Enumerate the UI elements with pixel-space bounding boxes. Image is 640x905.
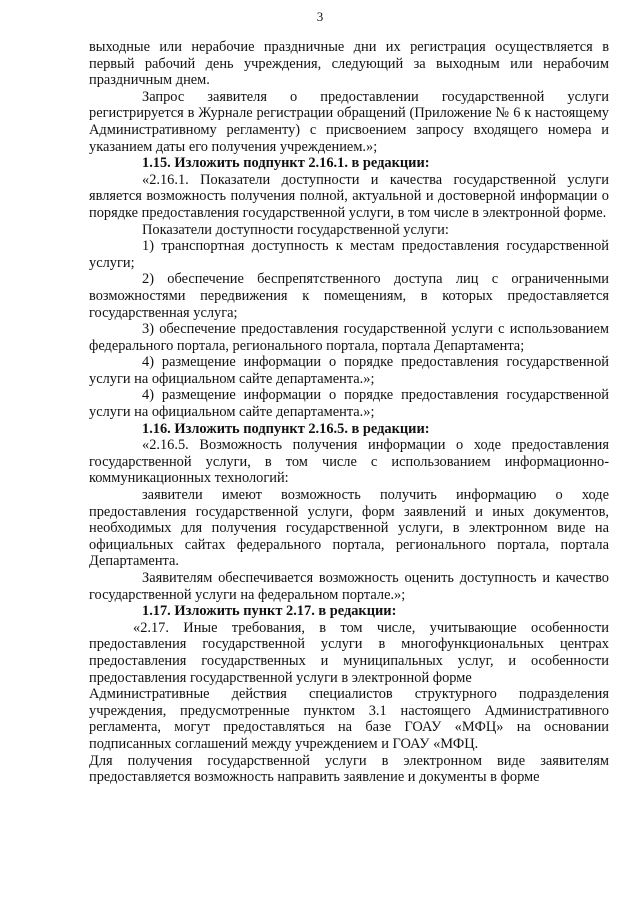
list-item: 4) размещение информации о порядке предоставления государственной услуги на официальном сайте департамента.»; — [89, 354, 609, 387]
paragraph: «2.16.1. Показатели доступности и качества государственной услуги является возможность получения полной, актуальной и достоверной информации о порядке предоставления государственной услуги, в том числе в электронной форме. — [89, 171, 609, 221]
list-item: 4) размещение информации о порядке предоставления государственной услуги на официальном сайте департамента.»; — [89, 387, 609, 421]
paragraph: Для получения государственной услуги в электронном виде заявителям предоставляется возможность направить заявление и документы в форме — [89, 752, 609, 786]
list-item: 1) транспортная доступность к местам предоставления государственной услуги; — [89, 238, 609, 271]
section-heading: 1.15. Изложить подпункт 2.16.1. в редакции: — [142, 155, 430, 172]
list-item: 2) обеспечение беспрепятственного доступа лиц с ограниченными возможностями передвижения к помещениям, в которых предоставляется государственная услуга; — [89, 271, 609, 321]
paragraph: Заявителям обеспечивается возможность оценить доступность и качество государственной услуги на федеральном портале.»; — [89, 570, 609, 603]
page-number: 3 — [316, 9, 324, 24]
paragraph: Показатели доступности государственной услуги: — [142, 221, 449, 238]
list-item: 3) обеспечение предоставления государственной услуги с использованием федерального портала, регионального портала, портала Департамента; — [89, 321, 609, 354]
paragraph: Запрос заявителя о предоставлении государственной услуги регистрируется в Журнале регистрации обращений (Приложение № 6 к настоящему Административному регламенту) с присвоением запросу входящего номера и указанием даты его получения учреждением.»; — [89, 88, 609, 155]
document-body — [89, 39, 609, 786]
section-heading: 1.17. Изложить пункт 2.17. в редакции: — [142, 603, 397, 620]
paragraph: «2.17. Иные требования, в том числе, учитывающие особенности предоставления государственной услуги в многофункциональных центрах предоставления государственных и муниципальных услуг, и особенности предоставления государственной услуги в электронной форме — [89, 619, 609, 686]
section-heading: 1.16. Изложить подпункт 2.16.5. в редакции: — [142, 420, 430, 437]
paragraph: Административные действия специалистов структурного подразделения учреждения, предусмотренные пунктом 3.1 настоящего Административного регламента, могут предоставляться на базе ГОАУ «МФЦ» на основании подписанных соглашений между учреждением и ГОАУ «МФЦ. — [89, 686, 609, 752]
paragraph: выходные или нерабочие праздничные дни их регистрация осуществляется в первый рабочий день учреждения, следующий за выходным или нерабочим праздничным днем. — [89, 39, 609, 89]
paragraph: «2.16.5. Возможность получения информации о ходе предоставления государственной услуги, в том числе с использованием информационно-коммуникационных технологий: — [89, 437, 609, 487]
paragraph: заявители имеют возможность получить информацию о ходе предоставления государственной услуги, форм заявлений и иных документов, необходимых для получения государственной услуги, в электронном виде на официальных сайтах федерального портала, регионального портала, портала Департамента. — [89, 487, 609, 570]
